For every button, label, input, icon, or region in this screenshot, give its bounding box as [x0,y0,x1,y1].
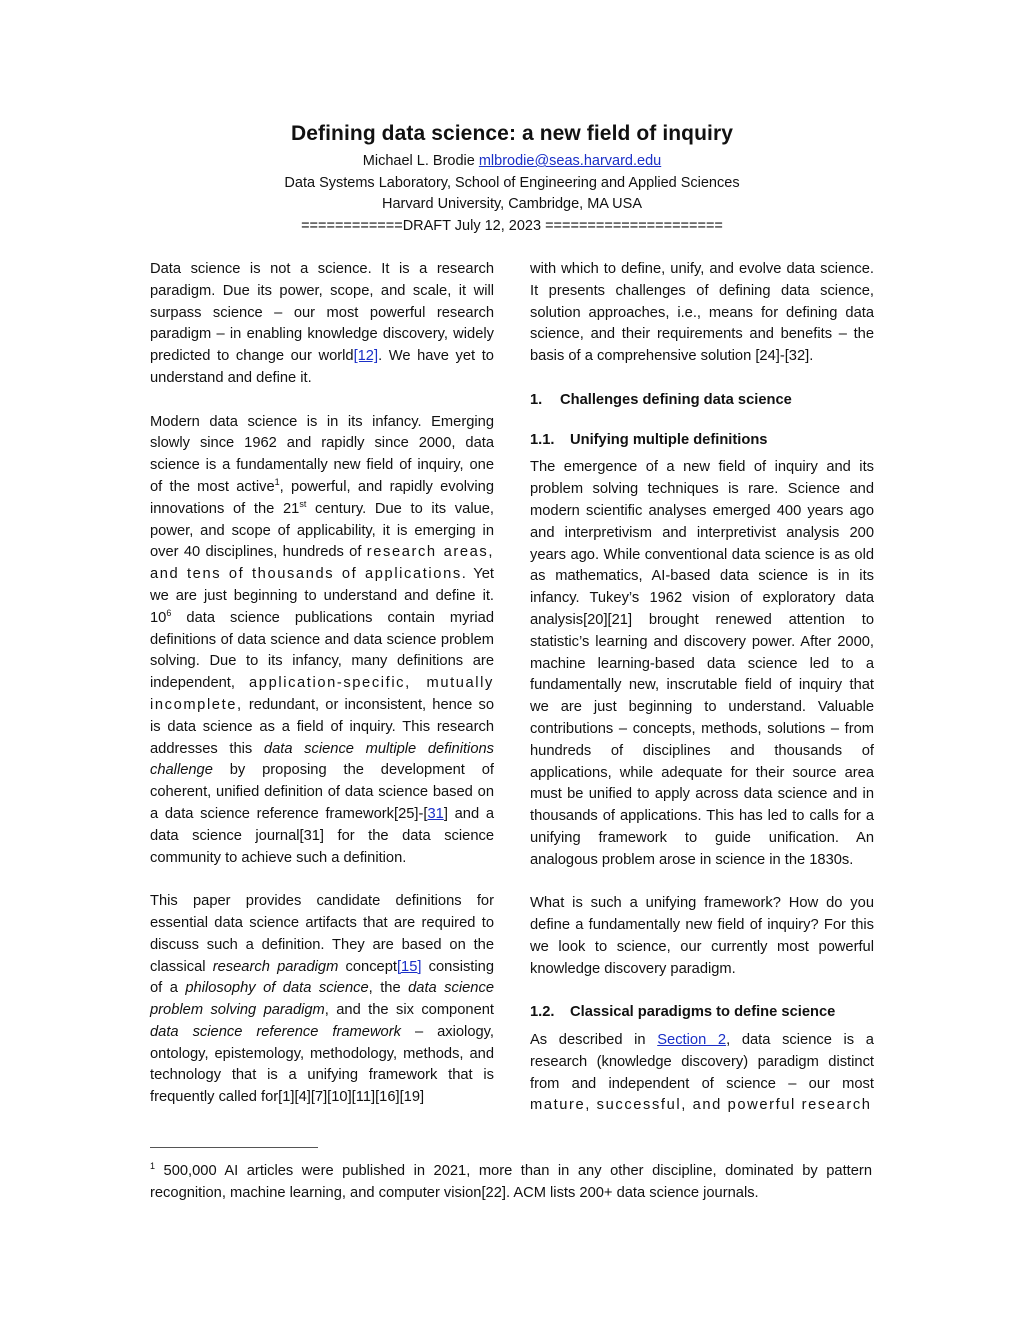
paragraph-intro: Data science is not a science. It is a research paradigm. Due its power, scope, and scale, it will surpass science – our most powerful research paradigm – in enabling knowledge discovery, widely predicted to change our world[12]. We have yet to understand and define it. [150,261,494,386]
paragraph-unifying-framework: What is such a unifying framework? How do you define a fundamentally new field of inquiry? For this we look to science, our currently most powerful knowledge discovery paradigm. [530,895,874,977]
right-column [530,259,874,1117]
paragraph-infancy: Modern data science is in its infancy. Emerging slowly since 1962 and rapidly since 2000, data science is a fundamentally new field of inquiry, one of the most active$^1$, powerful, and rapidly evolving innovations of the 21st century. Due to its value, power, and scope of applicability, it is emerging in over 40 disciplines, hundreds of research areas, and tens of thousands of applications. Yet we are just beginning to understand and define it. $10^6$ data science publications contain myriad definitions of data science and data science problem solving. Due to its infancy, many definitions are independent, application-specific, mutually incomplete, redundant, or inconsistent, hence so is data science as a field of inquiry. This research addresses this data science multiple definitions challenge by proposing the development of coherent, unified definition of data science based on a data science reference framework[25]-[31] and a data science journal[31] for the data science community to achieve such a definition. [150,413,495,866]
citation-link-31[interactable]: 31 [427,805,444,822]
citation-link-15[interactable]: [15] [396,958,422,975]
paragraph-continuation: with which to define, unify, and evolve data science. It presents challenges of defining data science, solution approaches, i.e., means for defining data science, and their requirements and benefits – the basis of a comprehensive solution [24]-[32]. [530,261,874,365]
author-name: Michael L. Brodie [362,153,479,169]
section-heading-1-2: 1.2. Classical paradigms to define science [530,1004,836,1021]
draft-line: ============DRAFT July 12, 2023 ===================== [301,217,723,234]
paper-title: Defining data science: a new field of inquiry [290,122,734,145]
footnote-text: 500,000 AI articles were published in 2021, more than in any other discipline, dominated by pattern recognition, machine learning, and computer vision[22]. ACM lists 200+ data science journals. [150,1163,872,1201]
left-column [150,259,494,1109]
paper-header [0,122,1024,237]
section-heading-1: 1. Challenges defining data science [530,391,792,408]
location: Harvard University, Cambridge, MA USA [381,196,642,212]
section-2-link[interactable]: Section 2 [657,1032,727,1049]
author-email-link[interactable]: mlbrodie@seas.harvard.edu [478,153,662,169]
affiliation: Data Systems Laboratory, School of Engineering and Applied Sciences [284,174,740,191]
paragraph-emergence: The emergence of a new field of inquiry and its problem solving techniques is rare. Science and modern scientific analyses emerged 400 years ago and interpretivism and interpretivist analysis 200 years ago. While conventional data science is as old as mathematics, AI-based data science is in its infancy. Tukey’s 1962 vision of exploratory data analysis[20][21] brought renewed attention to statistic’s learning and discovery power. After 2000, machine learning-based data science led to a fundamentally new, inscrutable field of inquiry that we are just beginning to understand. Valuable contributions – concepts, methods, solutions – from hundreds of disciplines and thousands of applications, while adequate for their source area must be unified to apply across data science and in thousands of applications. This has led to calls for a unifying framework to guide unification. An analogous problem arose in science in the 1830s. [530,459,874,868]
author-line [0,151,1024,173]
citation-link-12[interactable]: [12] [353,348,379,365]
section-heading-1-1: 1.1. Unifying multiple definitions [530,431,768,448]
footnote-number: 1 [150,1161,156,1172]
footnote [150,1161,872,1205]
footnote-marker: 1 [274,477,280,488]
paragraph-candidate-definitions: This paper provides candidate definitions for essential data science artifacts that are required to discuss such a definition. They are based on the classical research paradigm concept[15] consisting of a philosophy of data science, the data science problem solving paradigm, and the six component data science reference framework – axiology, ontology, epistemology, methodology, methods, and technology that is a unifying framework that is frequently called for[1][4][7][10][11][16][19] [150,893,494,1106]
paragraph-classical-paradigms: As described in Section 2, data science is a research (knowledge discovery) paradigm distinct from and independent of science – our most mature, successful, and powerful research [530,1032,874,1114]
footnote-divider [150,1147,318,1148]
